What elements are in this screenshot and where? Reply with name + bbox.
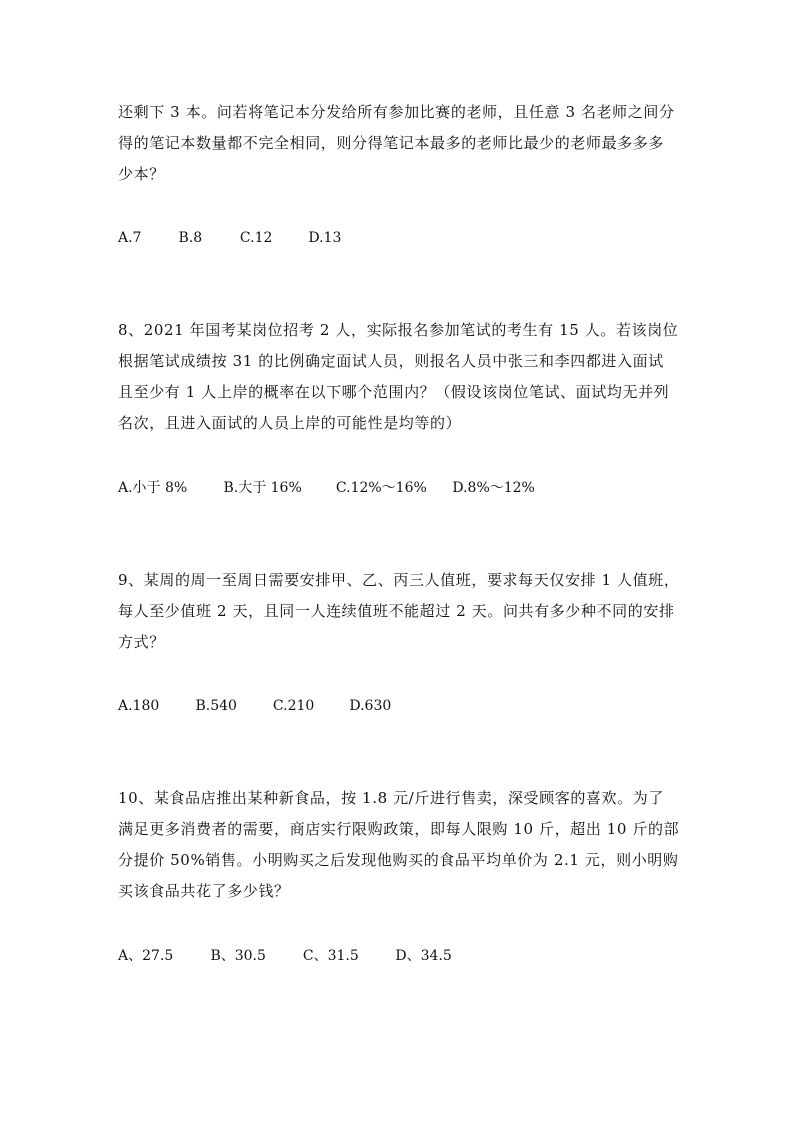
option-d: D.8%～12% — [452, 480, 535, 496]
question-10-options — [118, 946, 452, 966]
option-c: C.12%～16% — [335, 480, 427, 496]
option-c: C.210 — [272, 698, 315, 714]
option-d: D.630 — [349, 698, 392, 714]
text-line: 方式？ — [118, 633, 165, 651]
text-line: 还剩下 3 本。问若将笔记本分发给所有参加比赛的老师，且任意 3 名老师之间分 — [118, 103, 675, 121]
option-a: A.小于 8% — [118, 480, 188, 496]
text-line: 8、2021 年国考某岗位招考 2 人，实际报名参加笔试的考生有 15 人。若该岗位 — [118, 321, 679, 339]
option-b: B、30.5 — [210, 948, 266, 964]
text-line: 分提价 50%销售。小明购买之后发现他购买的食品平均单价为 2.1 元，则小明购 — [118, 851, 679, 869]
text-line: 根据笔试成绩按 31 的比例确定面试人员，则报名人员中张三和李四都进入面试 — [118, 352, 664, 370]
option-c: C、31.5 — [302, 948, 359, 964]
option-c: C.12 — [239, 230, 273, 246]
option-b: B.540 — [195, 698, 237, 714]
option-a: A.7 — [118, 230, 142, 246]
question-9-options — [118, 696, 391, 716]
option-a: A、27.5 — [118, 948, 174, 964]
question-continuation-text — [118, 97, 688, 190]
question-9-text — [118, 565, 688, 658]
question-8-text — [118, 315, 688, 439]
text-line: 10、某食品店推出某种新食品，按 1.8 元/斤进行售卖，深受顾客的喜欢。为了 — [118, 789, 664, 807]
option-d: D、34.5 — [395, 948, 452, 964]
text-line: 买该食品共花了多少钱？ — [118, 882, 290, 900]
option-d: D.13 — [308, 230, 342, 246]
text-line: 名次，且进入面试的人员上岸的可能性是均等的） — [118, 414, 462, 432]
text-line: 满足更多消费者的需要，商店实行限购政策，即每人限购 10 斤，超出 10 斤的部 — [118, 820, 680, 838]
text-line: 9、某周的周一至周日需要安排甲、乙、丙三人值班，要求每天仅安排 1 人值班， — [118, 571, 680, 589]
question-continuation-options — [118, 228, 341, 248]
option-b: B.大于 16% — [223, 480, 302, 496]
text-line: 且至少有 1 人上岸的概率在以下哪个范围内？（假设该岗位笔试、面试均无并列 — [118, 383, 670, 401]
question-8-options — [118, 478, 535, 498]
option-a: A.180 — [118, 698, 160, 714]
option-b: B.8 — [178, 230, 203, 246]
question-10-text — [118, 783, 688, 907]
text-line: 少本？ — [118, 165, 165, 183]
text-line: 得的笔记本数量都不完全相同，则分得笔记本最多的老师比最少的老师最多多多 — [118, 134, 665, 152]
text-line: 每人至少值班 2 天，且同一人连续值班不能超过 2 天。问共有多少种不同的安排 — [118, 602, 675, 620]
